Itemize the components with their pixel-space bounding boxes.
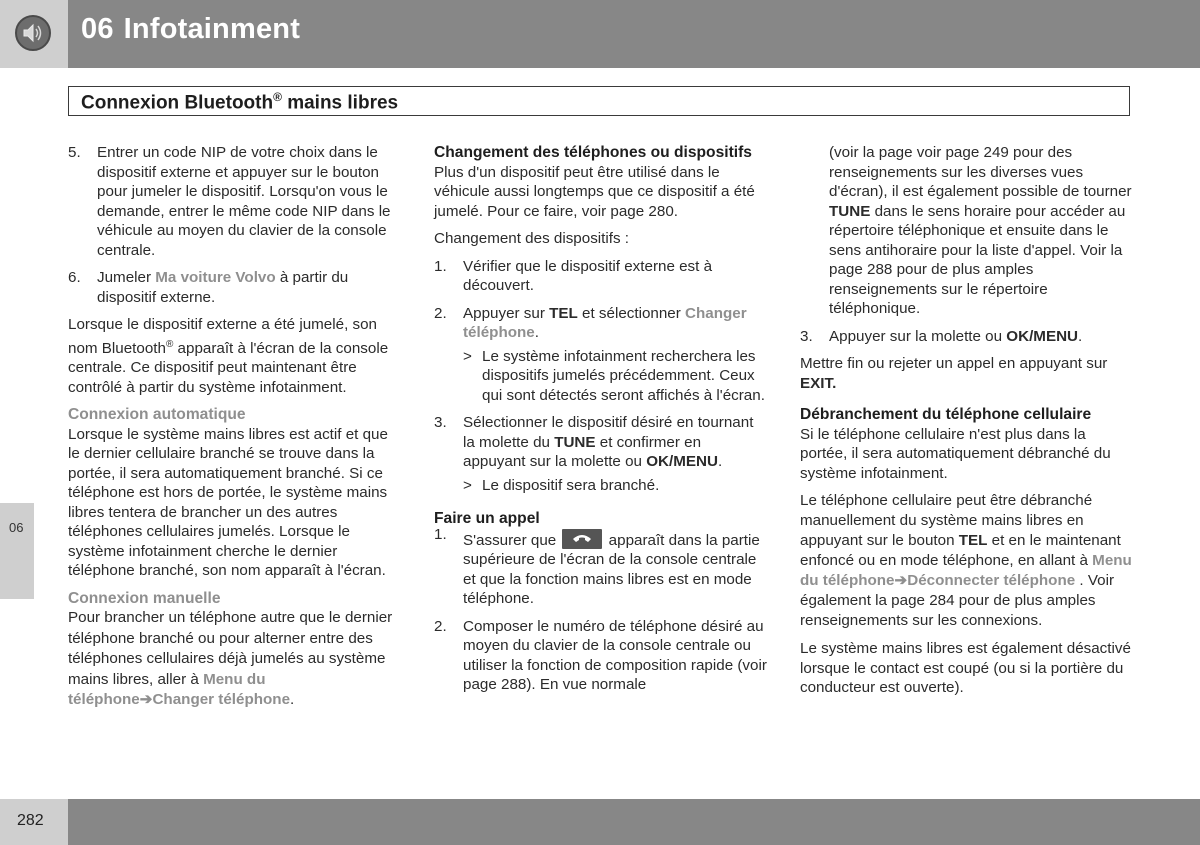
section-title: Connexion Bluetooth® mains libres	[81, 90, 399, 114]
result-item: > Le système infotainment recherchera les dispositifs jumelés précédemment. Ceux qui sont détectés seront affichés à l'écran.	[463, 347, 765, 404]
chapter-icon-box	[0, 0, 68, 68]
menu-path: Changer téléphone	[152, 691, 291, 709]
arrow-icon: ➔	[139, 691, 153, 709]
menu-path: Changer téléphone	[463, 304, 747, 341]
list-item: 3. Appuyer sur la molette ou OK/MENU.	[800, 327, 1083, 345]
list-item: 1. Vérifier que le dispositif externe est à découvert.	[434, 257, 713, 294]
speaker-icon	[15, 15, 51, 51]
list-item: 5. Entrer un code NIP de votre choix dans le dispositif externe et appuyer sur le bouton pour jumeler le dispositif. Lorsqu'on vous le demande, entrer le même code NIP dans le véhicule au moyen du clavier de la console centrale.	[68, 144, 391, 259]
section-title-box	[68, 86, 1130, 116]
paragraph: Lorsque le système mains libres est actif et que le dernier cellulaire branché se trouve dans la portée, il sera automatiquement branché. Si ce téléphone est hors de portée, le système mains libres tentera de brancher un des autres téléphones cellulaires jumelés. Lorsque le système infotainment cherche le dernier téléphone branché, son nom apparaît à l'écran.	[68, 425, 388, 580]
heading-disconnect-phone: Débranchement du téléphone cellulaire	[800, 406, 1092, 423]
column-1	[68, 143, 400, 719]
arrow-icon: ➔	[894, 572, 908, 589]
menu-path: Déconnecter téléphone	[907, 572, 1076, 589]
chapter-side-tab: 06	[0, 503, 34, 599]
list-item-continued: (voir la page voir page 249 pour des renseignements sur les diverses vues d'écran), il est également possible de tourner TUNE dans le sens horaire pour accéder au répertoire téléphonique et ensuite dans le sens antihoraire pour la liste d'appel. Voir la page 288 pour de plus amples renseignements sur le répertoire téléphonique.	[829, 144, 1132, 317]
page-number: 282	[17, 812, 44, 829]
phone-handset-icon	[562, 529, 602, 549]
menu-path: Ma voiture Volvo	[155, 269, 276, 286]
paragraph: Mettre fin ou rejeter un appel en appuyant sur EXIT.	[800, 355, 1108, 392]
chapter-header-bar	[0, 0, 1200, 68]
list-item: 2. Composer le numéro de téléphone désiré au moyen du clavier de la console centrale ou utiliser la fonction de composition rapide (voir page 288). En vue normale	[434, 617, 767, 693]
subheading-manual-connection: Connexion manuelle	[68, 589, 221, 607]
list-item: 3. Sélectionner le dispositif désiré en tournant la molette du TUNE et confirmer en appuyant sur la molette ou OK/MENU.	[434, 414, 754, 470]
paragraph: Plus d'un dispositif peut être utilisé dans le véhicule aussi longtemps que ce dispositif a été jumelé. Pour ce faire, voir page 280.	[434, 163, 755, 220]
paragraph: Si le téléphone cellulaire n'est plus dans la portée, il sera automatiquement débranché du système infotainment.	[800, 425, 1111, 482]
heading-make-call: Faire un appel	[434, 510, 540, 527]
paragraph: Lorsque le dispositif externe a été jumelé, son nom Bluetooth® apparaît à l'écran de la console centrale. Ce dispositif peut maintenant être contrôlé à partir du système infotainment.	[68, 316, 389, 396]
paragraph: Le téléphone cellulaire peut être débranché manuellement du système mains libres en appuyant sur le bouton TEL et en le maintenant enfoncé ou en mode téléphone, en allant à Menu du téléphone➔Déconnecter téléphone . Voir également la page 284 pour de plus amples renseignements sur les connexions.	[800, 492, 1132, 629]
menu-path: Menu du téléphone	[800, 552, 1132, 589]
list-item: 6. Jumeler Ma voiture Volvo à partir du dispositif externe.	[68, 269, 349, 306]
column-3	[800, 143, 1132, 706]
subheading-automatic-connection: Connexion automatique	[68, 406, 246, 424]
footer-bar	[0, 799, 1200, 845]
paragraph: Changement des dispositifs :	[434, 230, 630, 247]
menu-path: Menu du téléphone	[68, 670, 266, 709]
paragraph: Pour brancher un téléphone autre que le dernier téléphone branché ou pour alterner entre des téléphones cellulaires déjà jumelés au système mains libres, aller à Menu du téléphone➔Changer téléphone.	[68, 609, 393, 709]
paragraph: Le système mains libres est également désactivé lorsque le contact est coupé (ou si la portière du conducteur est ouverte).	[800, 640, 1131, 696]
result-item: > Le dispositif sera branché.	[463, 476, 660, 494]
page-number-box	[0, 799, 68, 845]
chapter-title: 06 Infotainment	[81, 13, 301, 45]
heading-change-devices: Changement des téléphones ou dispositifs	[434, 144, 752, 161]
column-2	[434, 143, 767, 703]
list-item: 1. S'assurer que apparaît dans la partie supérieure de l'écran de la console centrale et que la fonction mains libres est en mode téléphone.	[434, 525, 760, 607]
list-item: 2. Appuyer sur TEL et sélectionner Changer téléphone.	[434, 304, 747, 341]
